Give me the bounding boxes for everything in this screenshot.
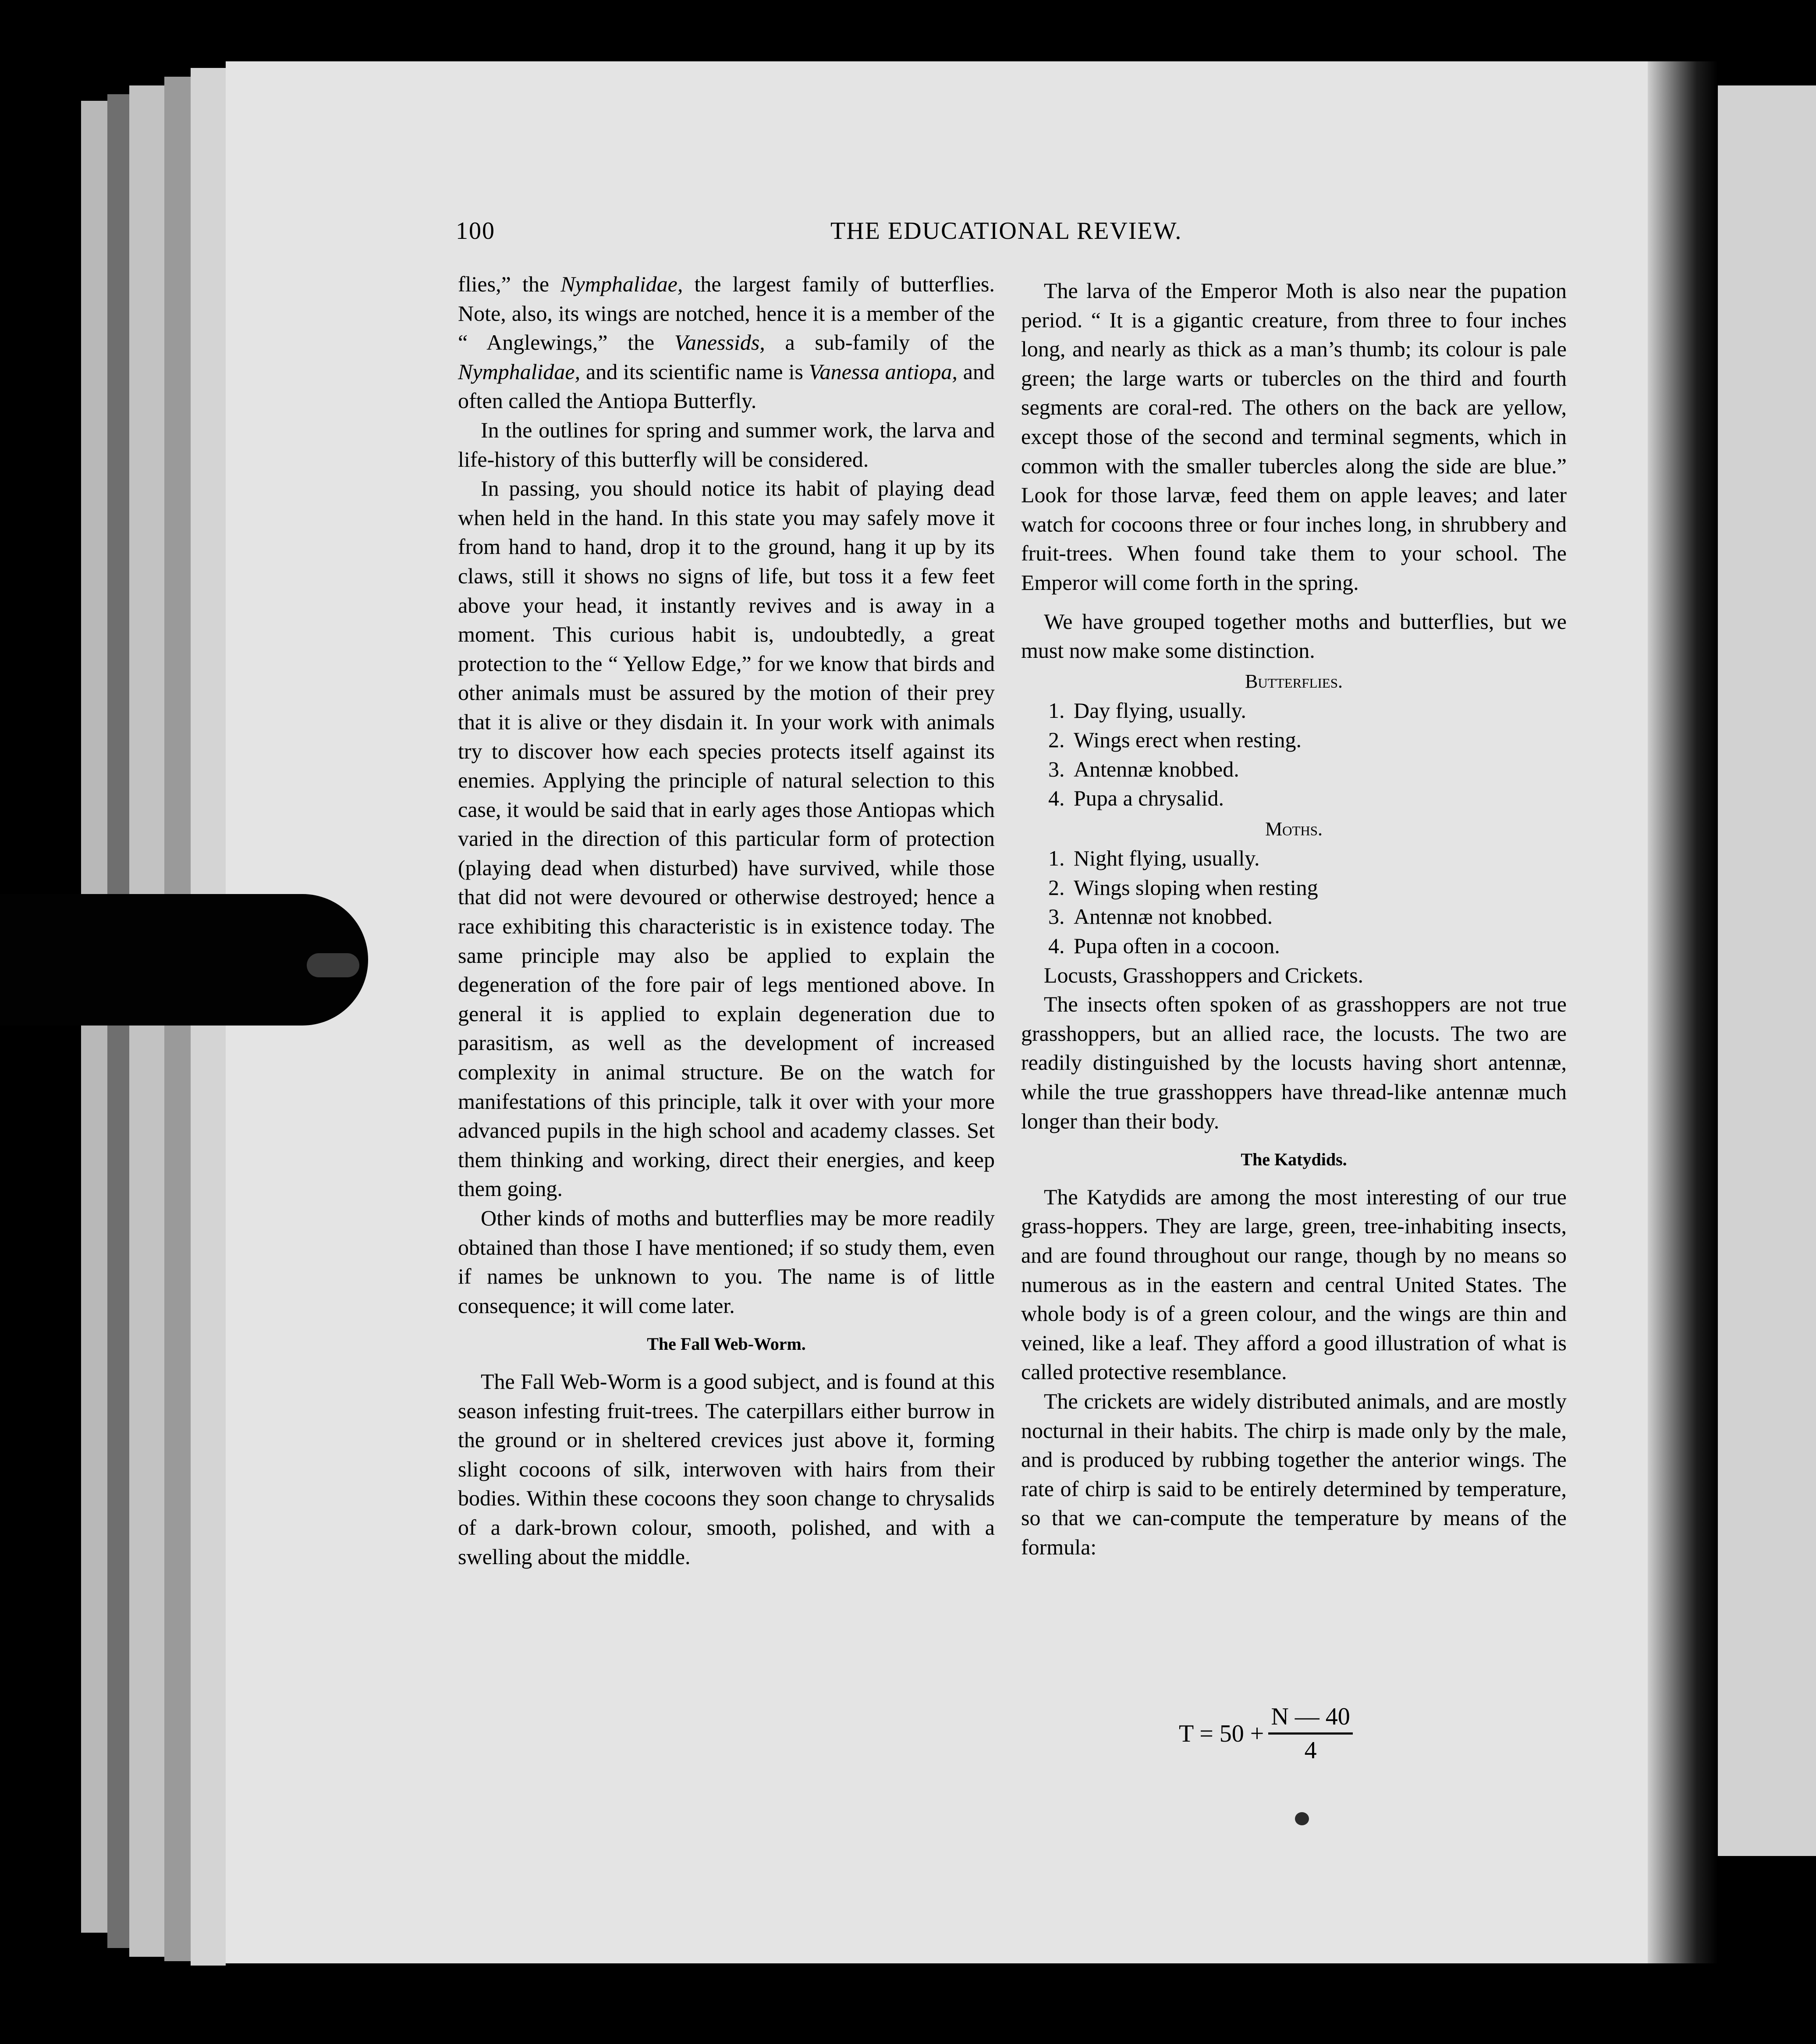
list-item: 3. Antennæ knobbed. [1048, 756, 1239, 781]
paragraph: In passing, you should notice its habit of playing dead when held in the hand. In this state you may safely move it from hand to hand, drop it to the ground, hang it up by its claws, still it shows no signs of life, but toss it a few feet above your head, it instantly revives and is away in a moment. This curious habit is, undoubtedly, a great protection to the “ Yellow Edge,” for we know that birds and other animals must be assured by the motion of their prey that it is alive or they disdain it. In your work with animals try to discover how each species protects itself against its enemies. Applying the principle of natural selection to this case, it would be said that in early ages those Antiopas which varied in the direction of this particular form of protection (playing dead when disturbed) have survived, while those that did not were devoured or otherwise destroyed; hence a race exhibiting this characteristic is in existence today. The same principle may also be applied to explain the degeneration of the fore pair of legs mentioned above. In general it is applied to explain degeneration due to parasitism, as well as the development of increased complexity in animal structure. Be on the watch for manifestations of this principle, talk it over with your more advanced pupils in the high school and academy classes. Set them thinking and working, direct their energies, and keep them going. [458, 476, 995, 1201]
section-subtitle: Locusts, Grasshoppers and Crickets. [1044, 962, 1364, 987]
list-item: 2. Wings sloping when resting [1048, 875, 1318, 900]
gutter-shadow [1648, 61, 1718, 1963]
paragraph: flies,” the Nymphalidae, the largest family of butterflies. Note, also, its wings are notched, hence it is a member of the “ Anglewings,” the Vanessids, a sub-family of the Nymphalidae, and its scientific name is Vanessa antiopa, and often called the Antiopa Butterfly. [458, 272, 995, 413]
list-heading: Butterflies. [1245, 670, 1343, 692]
moths-list [1021, 844, 1567, 960]
paragraph: The insects often spoken of as grasshoppers are not true grasshoppers, but an allied race, the locusts. The two are readily distinguished by the locusts having short antennæ, while the true grasshoppers have thread-like antennæ much longer than their body. [1021, 992, 1567, 1133]
paragraph: In the outlines for spring and summer work, the larva and life-history of this butterfly will be considered. [458, 417, 995, 472]
formula-lhs: T = 50 + [1179, 1720, 1264, 1747]
paragraph: The Fall Web-Worm is a good subject, and is found at this season infesting fruit-trees. The caterpillars either burrow in the ground or in sheltered crevices just above it, forming slight cocoons of silk, interwoven with hairs from their bodies. Within these cocoons they soon change to chrysalids of a dark-brown colour, smooth, polished, and with a swelling about the middle. [458, 1369, 995, 1569]
paragraph: We have grouped together moths and butterflies, but we must now make some distinction. [1021, 609, 1567, 663]
thumbnail-highlight [307, 953, 359, 977]
list-item: 3. Antennæ not knobbed. [1048, 904, 1273, 929]
list-item: 1. Day flying, usually. [1048, 698, 1246, 723]
list-heading: Moths. [1265, 818, 1323, 840]
paragraph: The crickets are widely distributed animals, and are mostly nocturnal in their habits. The chirp is made only by the male, and is produced by rubbing together the anterior wings. The rate of chirp is said to be entirely determined by temperature, so that we can-compute the temperature by means of the formula: [1021, 1388, 1567, 1559]
facing-page-edge [1709, 85, 1816, 1856]
paragraph: Other kinds of moths and butterflies may be more readily obtained than those I have mentioned; if so study them, even if names be unknown to you. The name is of little consequence; it will come later. [458, 1206, 995, 1318]
formula-fraction [1268, 1703, 1352, 1764]
formula-numerator: N — 40 [1268, 1703, 1352, 1735]
butterflies-list [1021, 696, 1567, 813]
list-item: 4. Pupa often in a cocoon. [1048, 933, 1280, 958]
section-heading: The Katydids. [1241, 1150, 1347, 1170]
paragraph: The Katydids are among the most interesting of our true grass-hoppers. They are large, green, tree-inhabiting insects, and are found throughout our range, though by no means so numerous as in the eastern and central United States. The whole body is of a green colour, and the wings are thin and veined, like a leaf. They afford a good illustration of what is called protective resemblance. [1021, 1184, 1567, 1384]
list-item: 1. Night flying, usually. [1048, 846, 1260, 871]
section-heading: The Fall Web-Worm. [647, 1334, 806, 1354]
left-column [458, 270, 995, 1571]
page-header [456, 217, 1236, 252]
page-number: 100 [456, 217, 495, 245]
paragraph: The larva of the Emperor Moth is also near the pupation period. “ It is a gigantic creature, from three to four inches long, and nearly as thick as a man’s thumb; its colour is pale green; the large warts or tubercles on the third and fourth segments are coral-red. The others on the back are yellow, except those of the second and terminal segments, which in common with the smaller tubercles along the side are blue.” Look for those larvæ, feed them on apple leaves; and later watch for cocoons three or four inches long, in shrubbery and fruit-trees. When found take them to your school. The Emperor will come forth in the spring. [1021, 278, 1567, 595]
ink-speck [1295, 1812, 1309, 1825]
list-item: 2. Wings erect when resting. [1048, 727, 1302, 752]
chirp-formula [1179, 1703, 1353, 1764]
right-column [1021, 276, 1567, 1562]
formula-denominator: 4 [1304, 1737, 1317, 1764]
running-head: THE EDUCATIONAL REVIEW. [830, 217, 1182, 245]
list-item: 4. Pupa a chrysalid. [1048, 786, 1224, 811]
